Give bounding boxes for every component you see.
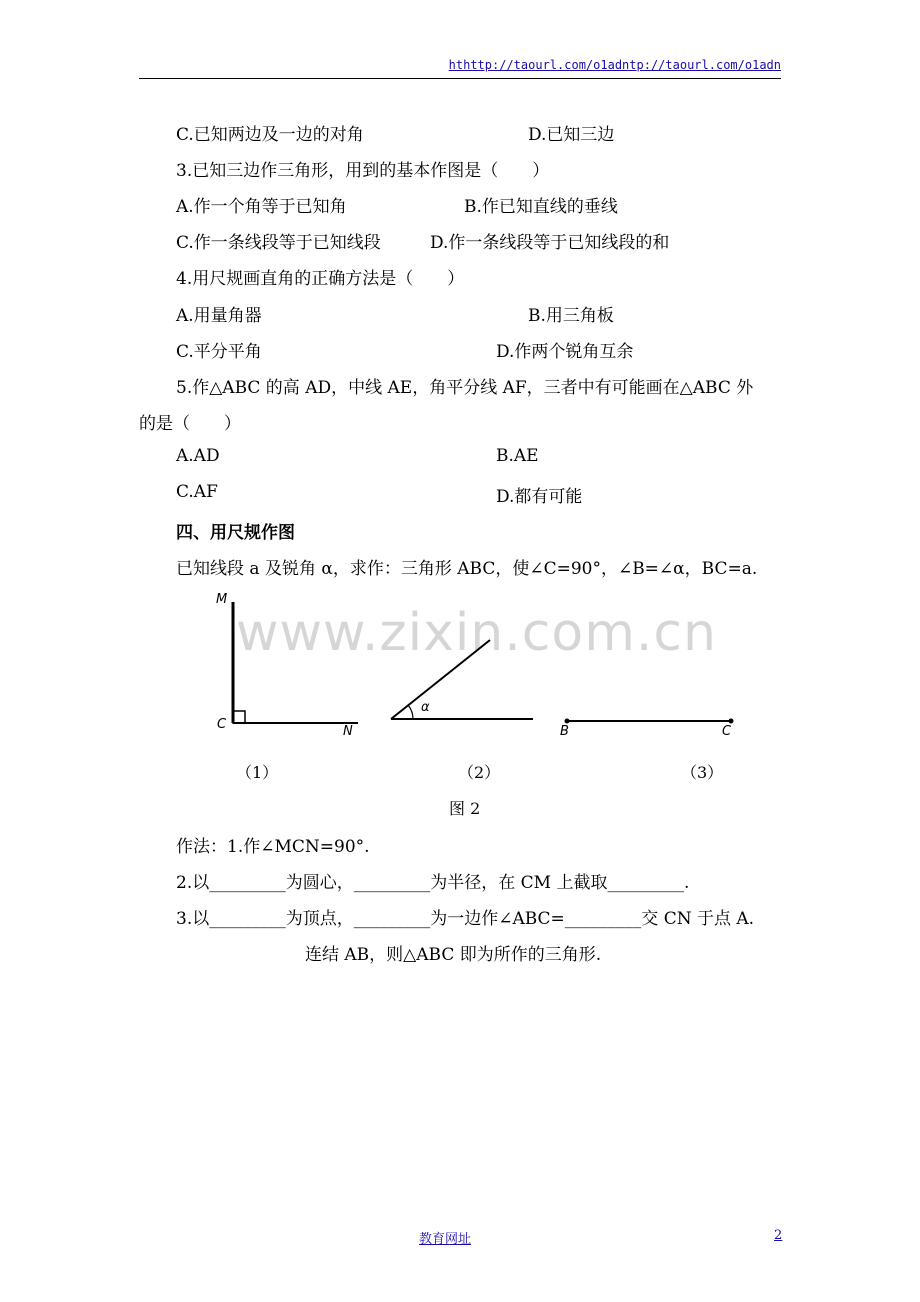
method-step-4: 连结 AB，则△ABC 即为所作的三角形.	[305, 945, 602, 965]
label-b: B	[560, 724, 569, 739]
subfigure-1-label: （1）	[236, 763, 279, 782]
q5-option-b: B.AE	[496, 446, 539, 466]
q3-stem: 3.已知三边作三角形，用到的基本作图是（ ）	[176, 161, 550, 181]
angle-arc	[408, 705, 413, 719]
label-n: N	[343, 724, 353, 739]
method-step-2: 2.以_________为圆心，_________为半径，在 CM 上截取_________.	[176, 873, 690, 893]
q3-option-b: B.作已知直线的垂线	[464, 197, 618, 217]
q2-option-d: D.已知三边	[528, 125, 615, 145]
point-c	[729, 719, 734, 724]
page-number[interactable]: 2	[774, 1228, 783, 1243]
q3-option-d: D.作一条线段等于已知线段的和	[430, 233, 670, 253]
figure-diagram	[200, 590, 760, 750]
q4-option-a: A.用量角器	[176, 306, 262, 326]
q2-option-c: C.已知两边及一边的对角	[176, 125, 364, 145]
label-c: C	[217, 717, 227, 732]
q3-option-c: C.作一条线段等于已知线段	[176, 233, 381, 253]
given-statement: 已知线段 a 及锐角 α，求作：三角形 ABC，使∠C=90°，∠B=∠α，BC=a.	[176, 559, 758, 579]
q4-option-c: C.平分平角	[176, 342, 262, 362]
section-heading: 四、用尺规作图	[176, 523, 295, 543]
right-angle-mark	[233, 711, 245, 723]
q5-option-a: A.AD	[176, 446, 220, 466]
q5-stem-cont: 的是（ ）	[139, 414, 241, 434]
q5-option-c: C.AF	[176, 482, 218, 502]
q4-stem: 4.用尺规画直角的正确方法是（ ）	[176, 269, 465, 289]
subfigure-3-label: （3）	[681, 763, 724, 782]
q3-option-a: A.作一个角等于已知角	[176, 197, 347, 217]
q4-option-d: D.作两个锐角互余	[496, 342, 634, 362]
point-b	[565, 719, 570, 724]
method-step-3: 3.以_________为顶点，_________为一边作∠ABC=_________交 CN 于点 A.	[176, 909, 755, 929]
method-step-1: 作法：1.作∠MCN=90°.	[176, 837, 370, 857]
label-m: M	[216, 592, 228, 607]
q4-option-b: B.用三角板	[528, 306, 614, 326]
label-c2: C	[722, 724, 732, 739]
watermark-text: www.zixin.com.cn	[236, 603, 717, 663]
subfigure-2-label: （2）	[458, 763, 501, 782]
header-rule	[139, 78, 781, 79]
footer-link[interactable]: 教育网址	[419, 1232, 472, 1247]
q5-option-d: D.都有可能	[496, 487, 583, 507]
header-url-link[interactable]: hthttp://taourl.com/o1adntp://taourl.com/o1adn	[448, 58, 781, 72]
figure-caption: 图 2	[449, 799, 481, 818]
q5-stem: 5.作△ABC 的高 AD，中线 AE，角平分线 AF，三者中有可能画在△ABC 外	[176, 378, 754, 398]
angle-ray-upper	[391, 640, 490, 719]
label-alpha: α	[421, 700, 430, 715]
